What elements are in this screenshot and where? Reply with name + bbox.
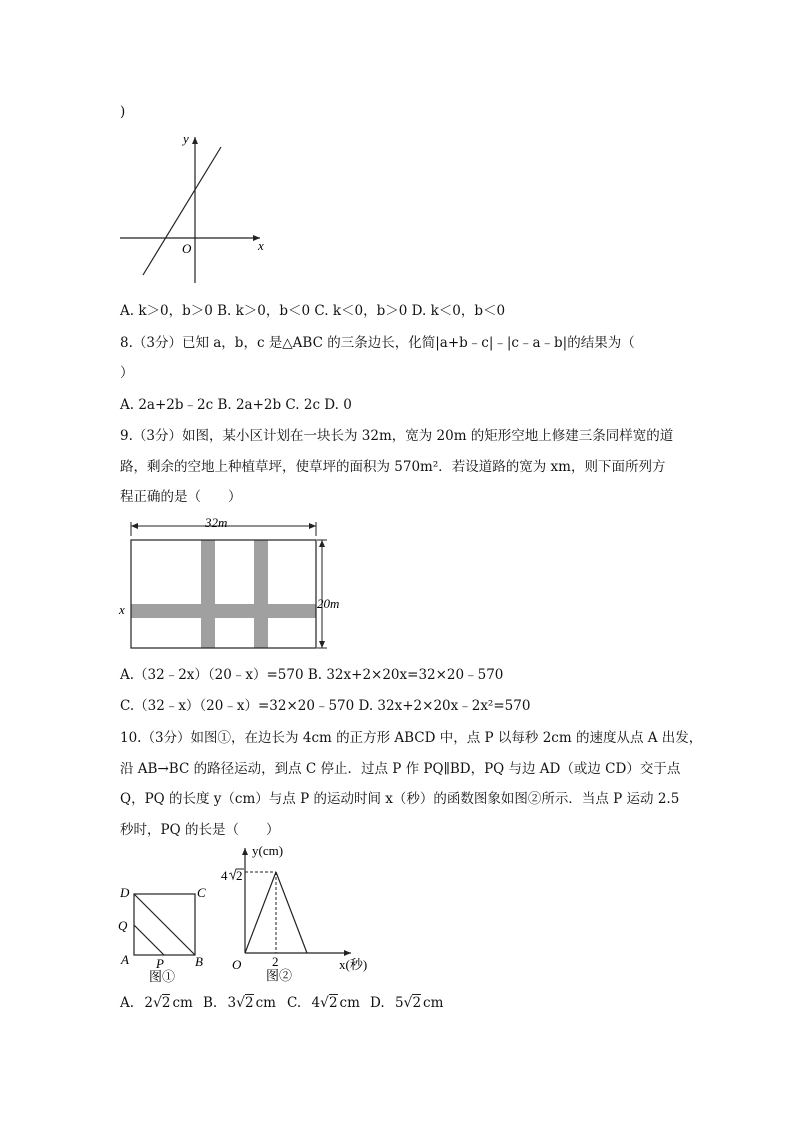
q10-label-c: C — [197, 885, 206, 900]
q7-y-label: y — [183, 131, 189, 146]
q8-stem-line2: ） — [120, 365, 134, 381]
q10-option-a: A. 2√2 cm — [120, 995, 193, 1011]
q9-width-label: 32m — [205, 515, 228, 530]
q9-options-row2: C.（32﹣x）（20﹣x）=32×20﹣570 D. 32x+2×20x﹣2x²=570 — [120, 698, 531, 714]
q10-label-q: Q — [118, 918, 128, 933]
q10-graph-peak-lead: 4 — [221, 868, 228, 883]
q10-stem-line3: Q，PQ 的长度 y（cm）与点 P 的运动时间 x（秒）的函数图象如图②所示．当点 P 运动 2.5 — [120, 791, 680, 807]
q8-stem-line1: 8.（3分）已知 a，b，c 是△ABC 的三条边长，化简|a+b﹣c|﹣|c﹣a﹣b|的结果为（ — [120, 335, 635, 351]
q10-label-a: A — [121, 952, 129, 967]
q10-stem-line4: 秒时，PQ 的长是（ ） — [120, 822, 280, 838]
q10-label-p: P — [156, 956, 164, 971]
q9-horizontal-road — [131, 604, 316, 618]
q9-stem-line3: 程正确的是（ ） — [120, 489, 242, 505]
q7-closing-paren: ) — [120, 104, 126, 120]
q10-stem-line1: 10.（3分）如图①，在边长为 4cm 的正方形 ABCD 中，点 P 以每秒 2cm 的速度从点 A 出发， — [120, 730, 703, 746]
q7-origin-label: O — [182, 241, 192, 256]
q9-stem-line1: 9.（3分）如图，某小区计划在一块长为 32m，宽为 20m 的矩形空地上修建三条同样宽的道 — [120, 428, 674, 444]
q7-line-graph — [115, 125, 275, 290]
q10-graph-y-label: y(cm) — [252, 843, 284, 858]
q9-road-width-label: x — [119, 602, 125, 617]
q10-label-d: D — [120, 885, 130, 900]
q10-graph-x-label: x(秒) — [339, 957, 368, 972]
q10-graph-rise — [245, 872, 276, 953]
q10-option-b: B. 3√2 cm — [203, 995, 276, 1011]
q10-graph-peak-radicand: 2 — [236, 868, 243, 883]
q10-figure-2-caption: 图② — [266, 968, 293, 983]
q10-diagonal-bd — [134, 894, 195, 955]
q10-option-c: C. 4√2 cm — [287, 995, 360, 1011]
q9-height-label: 20m — [317, 596, 340, 611]
q9-vertical-road-2 — [254, 540, 268, 648]
q9-field-diagram — [115, 514, 355, 662]
q7-options: A. k＞0，b＞0 B. k＞0，b＜0 C. k＜0，b＞0 D. k＜0，b＜0 — [120, 303, 506, 319]
q9-stem-line2: 路，剩余的空地上种植草坪，使草坪的面积为 570m²．若设道路的宽为 xm，则下面所列方 — [120, 459, 666, 475]
q10-figure-1-caption: 图① — [149, 969, 176, 984]
q10-figure-2-graph — [218, 842, 386, 987]
q10-segment-pq — [134, 925, 164, 955]
q9-vertical-road-1 — [201, 540, 215, 648]
q10-graph-origin: O — [232, 957, 242, 972]
q7-y-arrow — [192, 137, 198, 144]
q8-options: A. 2a+2b﹣2c B. 2a+2b C. 2c D. 0 — [120, 397, 352, 413]
q10-stem-line2: 沿 AB→BC 的路径运动，到点 C 停止．过点 P 作 PQ∥BD，PQ 与边 AD（或边 CD）交于点 — [120, 761, 681, 777]
q10-label-b: B — [195, 954, 203, 969]
q10-figure-1-square — [115, 882, 215, 987]
q7-x-label: x — [258, 238, 264, 253]
q9-field-rect — [131, 540, 316, 648]
q10-graph-fall — [276, 872, 307, 953]
q10-option-d: D. 5√2 cm — [370, 995, 444, 1011]
q10-graph-x-tick: 2 — [272, 954, 279, 969]
q9-options-row1: A.（32﹣2x）（20﹣x）=570 B. 32x+2×20x=32×20﹣570 — [120, 667, 504, 683]
